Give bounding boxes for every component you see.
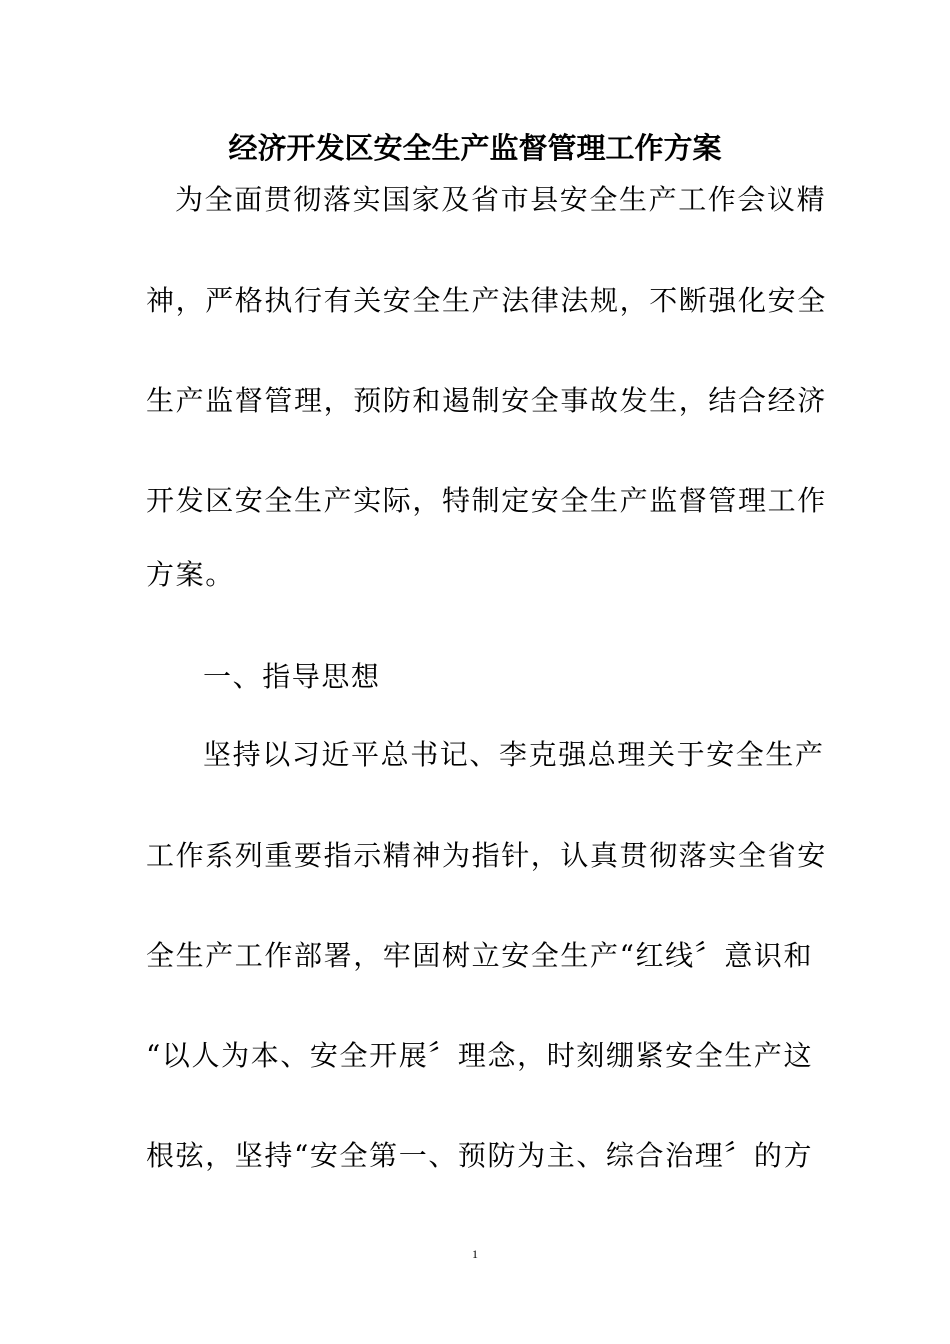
paragraph-line: 方案。 [146,558,235,591]
paragraph-line: 根弦，坚持“安全第一、预防为主、综合治理〞的方 [146,1139,814,1172]
document-title: 经济开发区安全生产监督管理工作方案 [228,131,722,165]
section-heading: 一、指导思想 [203,660,381,693]
paragraph-line: 开发区安全生产实际，特制定安全生产监督管理工作 [146,484,827,517]
paragraph-line: “以人为本、安全开展〞理念，时刻绷紧安全生产这 [146,1039,814,1072]
paragraph-line: 为全面贯彻落实国家及省市县安全生产工作会议精 [175,183,827,216]
paragraph-line: 坚持以习近平总书记、李克强总理关于安全生产 [203,738,825,771]
paragraph-line: 全生产工作部署，牢固树立安全生产“红线〞意识和 [146,939,814,972]
paragraph-line: 神，严格执行有关安全生产法律法规，不断强化安全 [146,284,827,317]
paragraph-line: 生产监督管理，预防和遏制安全事故发生，结合经济 [146,384,827,417]
paragraph-line: 工作系列重要指示精神为指针，认真贯彻落实全省安 [146,839,827,872]
page-number: 1 [472,1247,478,1261]
